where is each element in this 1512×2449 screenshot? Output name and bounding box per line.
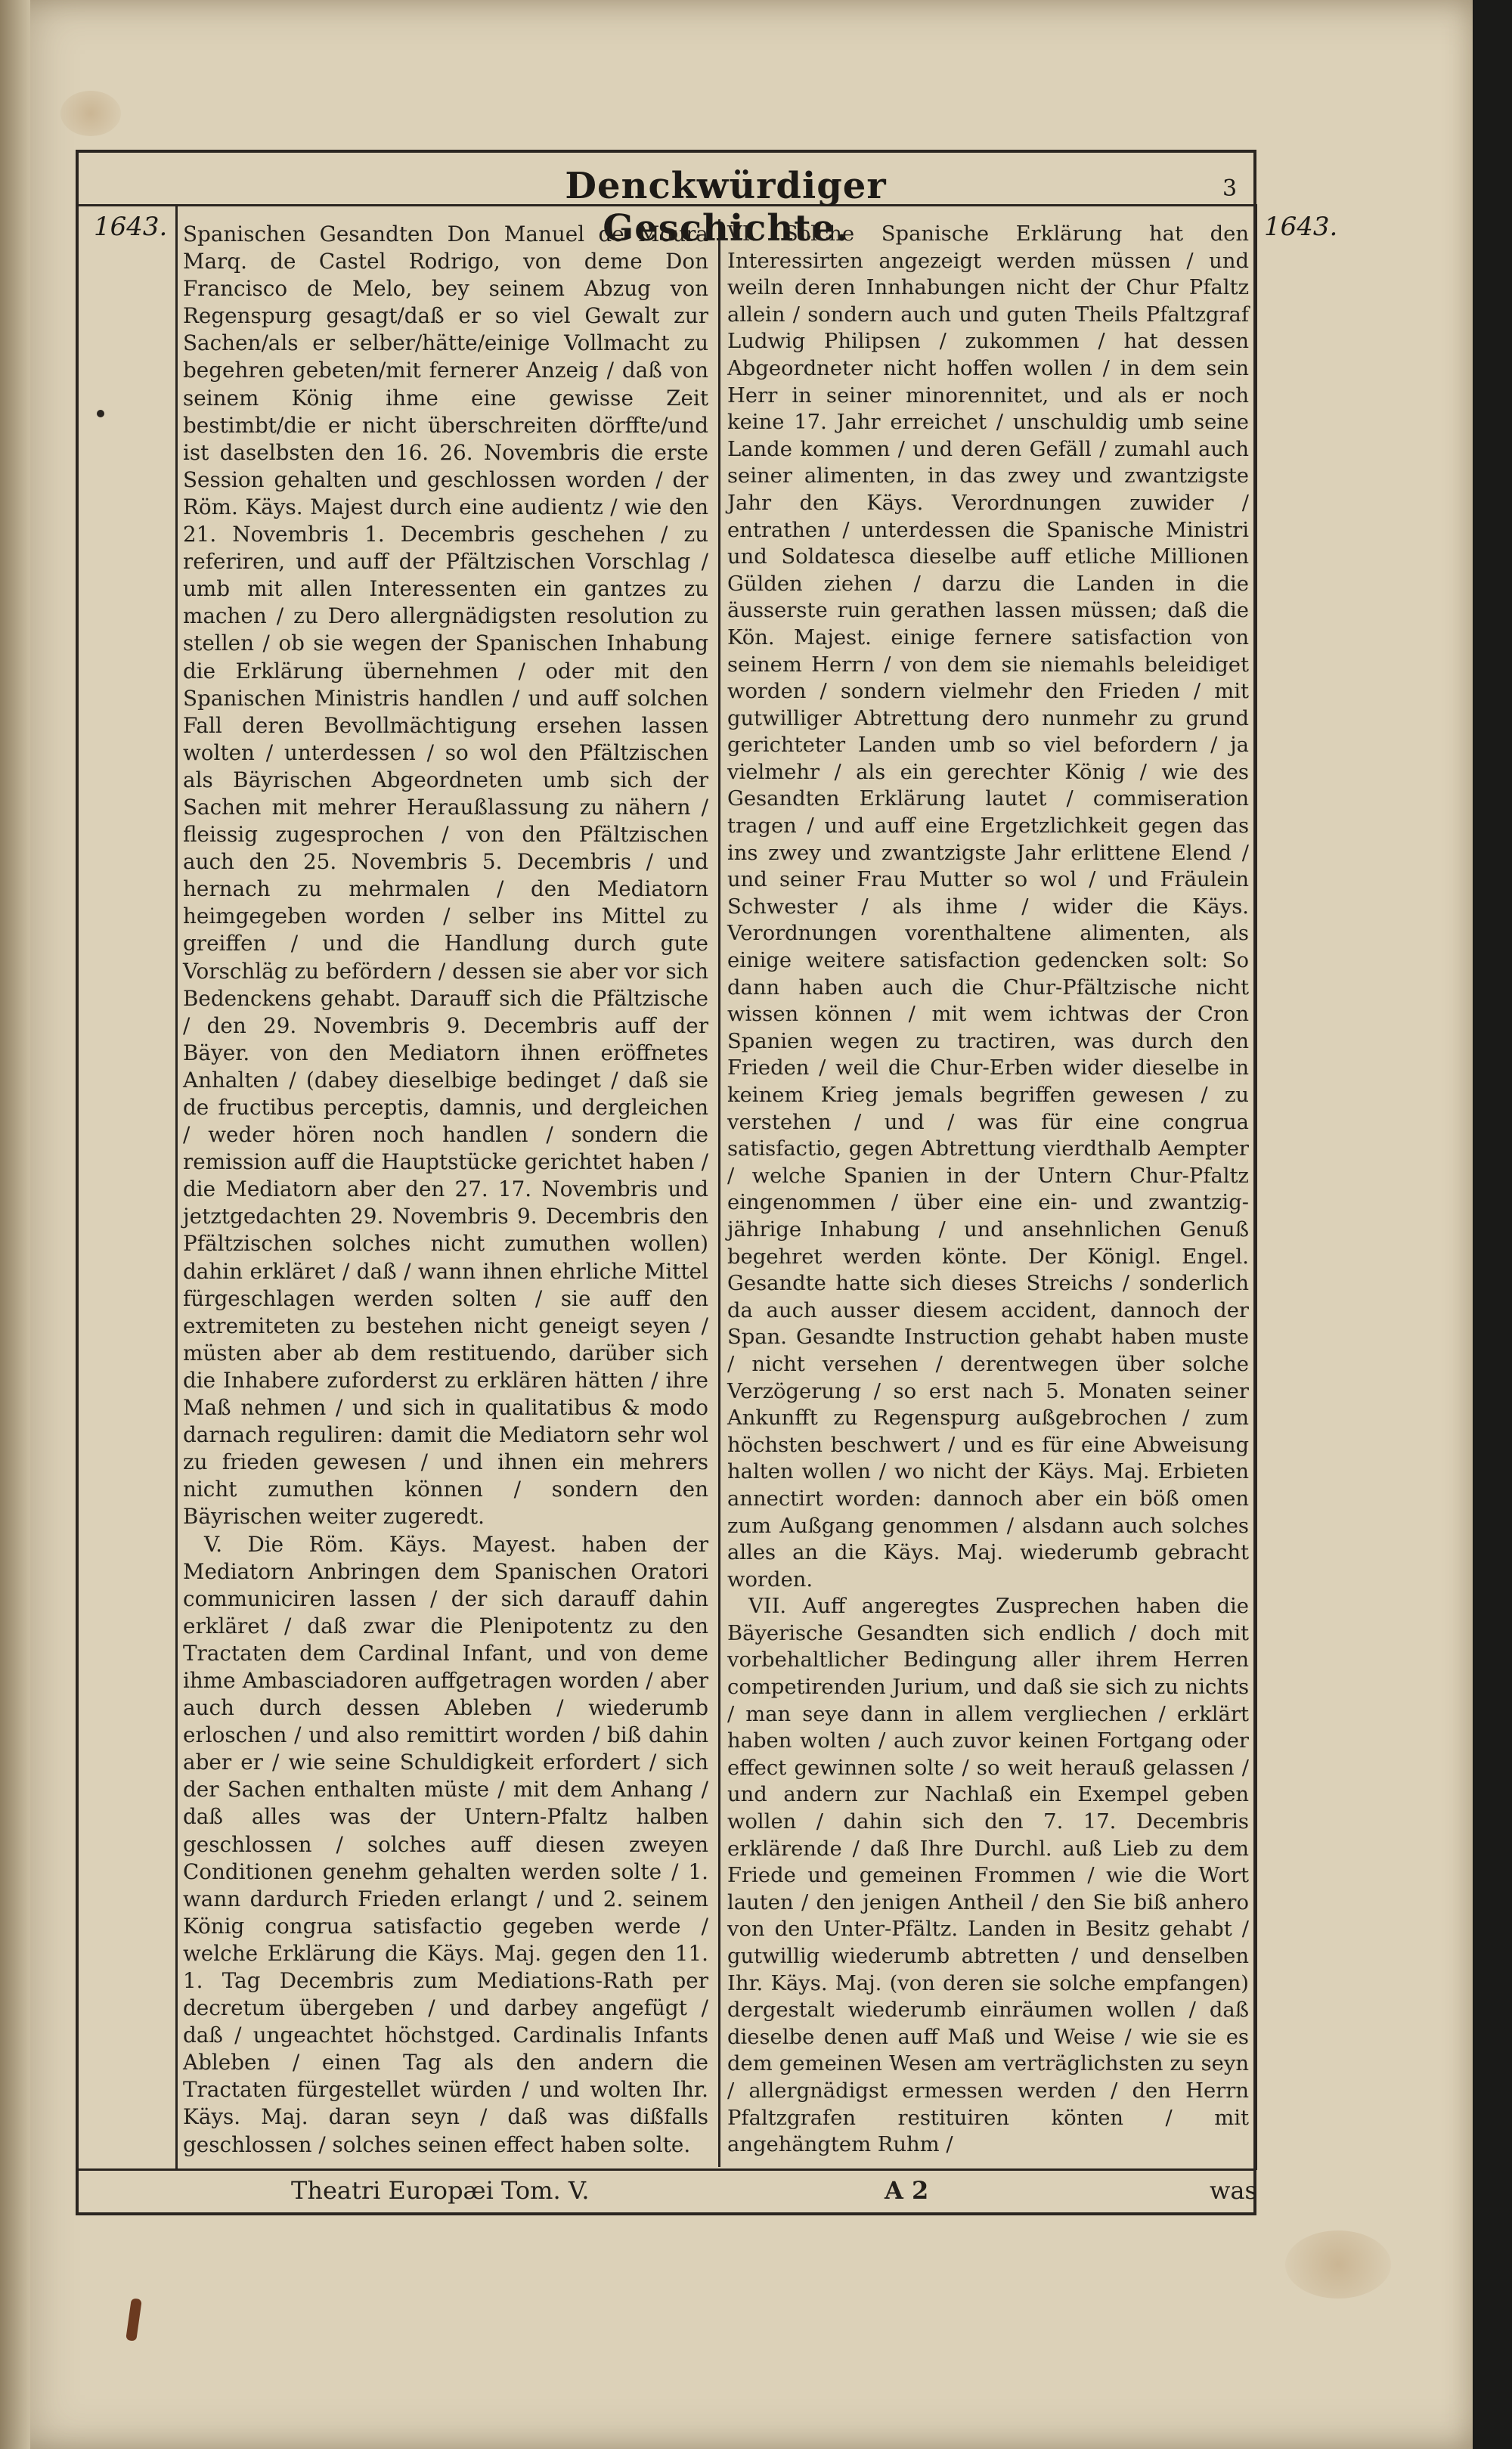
left-paragraph-1: Spanischen Gesandten Don Manuel de Moura Marq. de Castel Rodrigo, von deme Don Francisco de Melo, bey seinem Abzug von Regenspurg gesagt/daß er so viel Gewalt zur Sachen/als er selber/hätte/einige Vollmacht zu begehren gebeten/mit fernerer Anzeig / daß von seinem König ihme eine gewisse Zeit bestimbt/die er nicht überschreiten dörffte/und ist daselbsten den 16. 26. Novembris die erste Session gehalten und geschlossen worden / der Röm. Käys. Majest durch eine audientz / wie den 21. Novembris 1. Decembris geschehen / zu referiren, und auff der Pfältzischen Vorschlag / umb mit allen Interessenten ein gantzes zu machen / zu Dero allergnädigsten resolution zu stellen / ob sie wegen der Spanischen Inhabung die Erklärung übernehmen / oder mit den Spanischen Ministris handlen / und auff solchen Fall deren Bevollmächtigung ersehen lassen wolten / unterdessen / so wol den Pfältzischen als Bäyrischen Abgeordneten umb sich der Sachen mit mehrer Heraußlassung zu nähern / fleissig zugesprochen / von den Pfältzischen auch den 25. Novembris 5. Decembris / und hernach zu mehrmalen / den Mediatorn heimgegeben worden / selber ins Mittel zu greiffen / und die Handlung durch gute Vorschläg zu befördern / dessen sie aber vor sich Bedenckens gehabt. Darauff sich die Pfältzische / den 29. Novembris 9. Decembris auff der Bäyer. von den Mediatorn ihnen eröffnetes Anhalten / (dabey dieselbige bedinget / daß sie de fructibus perceptis, damnis, und dergleichen / weder hören noch handlen / sondern die remission auff die Hauptstücke gerichtet haben / die Mediatorn aber den 27. 17. Novembris und jetztgedachten 29. Novembris 9. Decembris den Pfältzischen solches nicht zumuthen wollen) dahin erkläret / daß / wann ihnen ehrliche Mittel fürgeschlagen werden solten / sie auff den extremiteten zu bestehen nicht geneigt seyen / müsten aber ab dem restituendo, darüber sich die Inhabere zuforderst zu erklären hätten / ihre Maß nehmen / und sich in qualitatibus & modo darnach reguliren: damit die Mediatorn sehr wol zu frieden gewesen / und ihnen ein mehrers nicht zumuthen können / sondern den Bäyrischen weiter zugeredt. (183, 222, 708, 1530)
margin-ink-dot (97, 410, 104, 417)
left-margin-rule (175, 204, 178, 2170)
right-paragraph-1: VI. Solche Spanische Erklärung hat den Interessirten angezeigt werden müssen / und weiln deren Innhabungen nicht der Chur Pfaltz allein / sondern auch und guten Theils Pfaltzgraf Ludwig Philipsen / zukommen / hat dessen Abgeordneter nicht hoffen wollen / in dem sein Herr in seiner minorennitet, und als er noch keine 17. Jahr erreichet / unschuldig umb seine Lande kommen / und deren Gefäll / zumahl auch seiner alimenten, in das zwey und zwantzigste Jahr den Käys. Verordnungen zuwider / entrathen / unterdessen die Spanische Ministri und Soldatesca dieselbe auff etliche Millionen Gülden ziehen / darzu die Landen in die äusserste ruin gerathen lassen müssen; daß die Kön. Majest. einige fernere satisfaction von seinem Herrn / von dem sie niemahls beleidiget worden / sondern vielmehr den Frieden / mit gutwilliger Abtrettung dero nunmehr zu grund gerichteter Landen umb so viel befordern / ja vielmehr / als ein gerechter König / wie des Gesandten Erklärung lautet / commiseration tragen / und auff eine Ergetzlichkeit gegen das ins zwey und zwantzigste Jahr erlittene Elend / und seiner Frau Mutter so wol / und Fräulein Schwester / als ihme / wider die Käys. Verordnungen vorenthaltene alimenten, als einige weitere satisfaction gedencken solt: So dann haben auch die Chur-Pfältzische nicht wissen können / mit wem ichtwas der Cron Spanien wegen zu tractiren, was durch den Frieden / weil die Chur-Erben wider dieselbe in keinem Krieg jemals begriffen gewesen / zu verstehen / und / was für eine congrua satisfactio, gegen Abtrettung vierdthalb Aempter / welche Spanien in der Untern Chur-Pfaltz eingenommen / über eine ein- und zwantzig-jährige Inhabung / und ansehnlichen Genuß begehret werden könte. Der Königl. Engel. Gesandte hatte sich dieses Streichs / sonderlich da auch ausser diesem accident, dannoch der Span. Gesandte Instruction gehabt haben muste / nicht versehen / derentwegen über solche Verzögerung / so erst nach 5. Monaten seiner Ankunfft zu Regenspurg außgebrochen / zum höchsten beschwert / und es für eine Abweisung halten wollen / wo nicht der Käys. Maj. Erbieten annectirt worden: dannoch aber ein böß omen zum Außgang genommen / alsdann auch solches alles an die Käys. Maj. wiederumb gebracht worden. (727, 222, 1249, 1592)
left-paragraph-2: V. Die Röm. Käys. Mayest. haben der Mediatorn Anbringen dem Spanischen Oratori communiciren lassen / der sich darauff dahin erkläret / daß zwar die Plenipotentz zu den Tractaten dem Cardinal Infant, und von deme ihme Ambasciadoren auffgetragen worden / aber auch durch dessen Ableben / wiederumb erloschen / und also remittirt worden / biß dahin aber er / wie seine Schuldigkeit erfordert / sich der Sachen enthalten müste / mit dem Anhang / daß alles was der Untern-Pfaltz halben geschlossen / solches auff diesen zweyen Conditionen genehm gehalten werden solte / 1. wann dardurch Frieden erlangt / und 2. seinem König congrua satisfactio gegeben werde / welche Erklärung die Käys. Maj. gegen den 11. 1. Tag Decembris zum Mediations-Rath per decretum übergeben / und darbey angefügt / daß / ungeachtet höchstged. Cardinalis Infants Ableben / einen Tag als den andern die Tractaten fürgestellet würden / und wolten Ihr. Käys. Maj. daran seyn / daß was dißfalls geschlossen / solches seinen effect haben solte. (183, 1531, 708, 2157)
margin-year-left: 1643. (94, 212, 168, 242)
right-text-column (727, 221, 1249, 2159)
footer-catchword: was (1210, 2176, 1257, 2205)
page-number: 3 (1222, 175, 1238, 202)
left-text-column (183, 221, 708, 2159)
margin-year-right: 1643. (1264, 212, 1338, 242)
footer-signature: A 2 (885, 2176, 929, 2205)
running-title: Denckwürdiger Geschichte. (565, 165, 887, 250)
right-paragraph-2: VII. Auff angeregtes Zusprechen haben die Bäyerische Gesandten sich endlich / doch mit vorbehaltlicher Bedingung aller ihrem Herren competirenden Jurium, und daß sie sich zu nichts / man seye dann in allem vergliechen / erklärt haben wolten / auch zuvor keinen Fortgang oder effect gewinnen solte / so weit herauß gelassen / und andern zur Nachlaß ein Exempel geben wollen / dahin sich den 7. 17. Decembris erklärende / daß Ihre Durchl. auß Lieb zu dem Friede und gemeinen Frommen / wie die Wort lauten / den jenigen Antheil / den Sie biß anhero von den Unter-Pfältz. Landen in Besitz gehabt / gutwillig wiederumb abtretten / und denselben Ihr. Käys. Maj. (von deren sie solche empfangen) dergestalt wiederumb einräumen wollen / daß dieselbe denen auff Maß und Weise / wie sie es dem gemeinen Wesen am verträglichsten zu seyn / allergnädigst ermessen werden / den Herrn Pfaltzgrafen restituiren könten / mit angehängtem Ruhm / (727, 1595, 1249, 2157)
paper-stain (60, 91, 121, 136)
footer-rule (76, 2168, 1256, 2171)
book-gutter (0, 0, 30, 2449)
right-margin-rule (1255, 204, 1257, 2170)
footer-volume: Theatri Europæi Tom. V. (291, 2176, 590, 2205)
column-divider (718, 219, 720, 2167)
ink-blot (125, 2298, 142, 2341)
paper-stain (1285, 2230, 1391, 2299)
